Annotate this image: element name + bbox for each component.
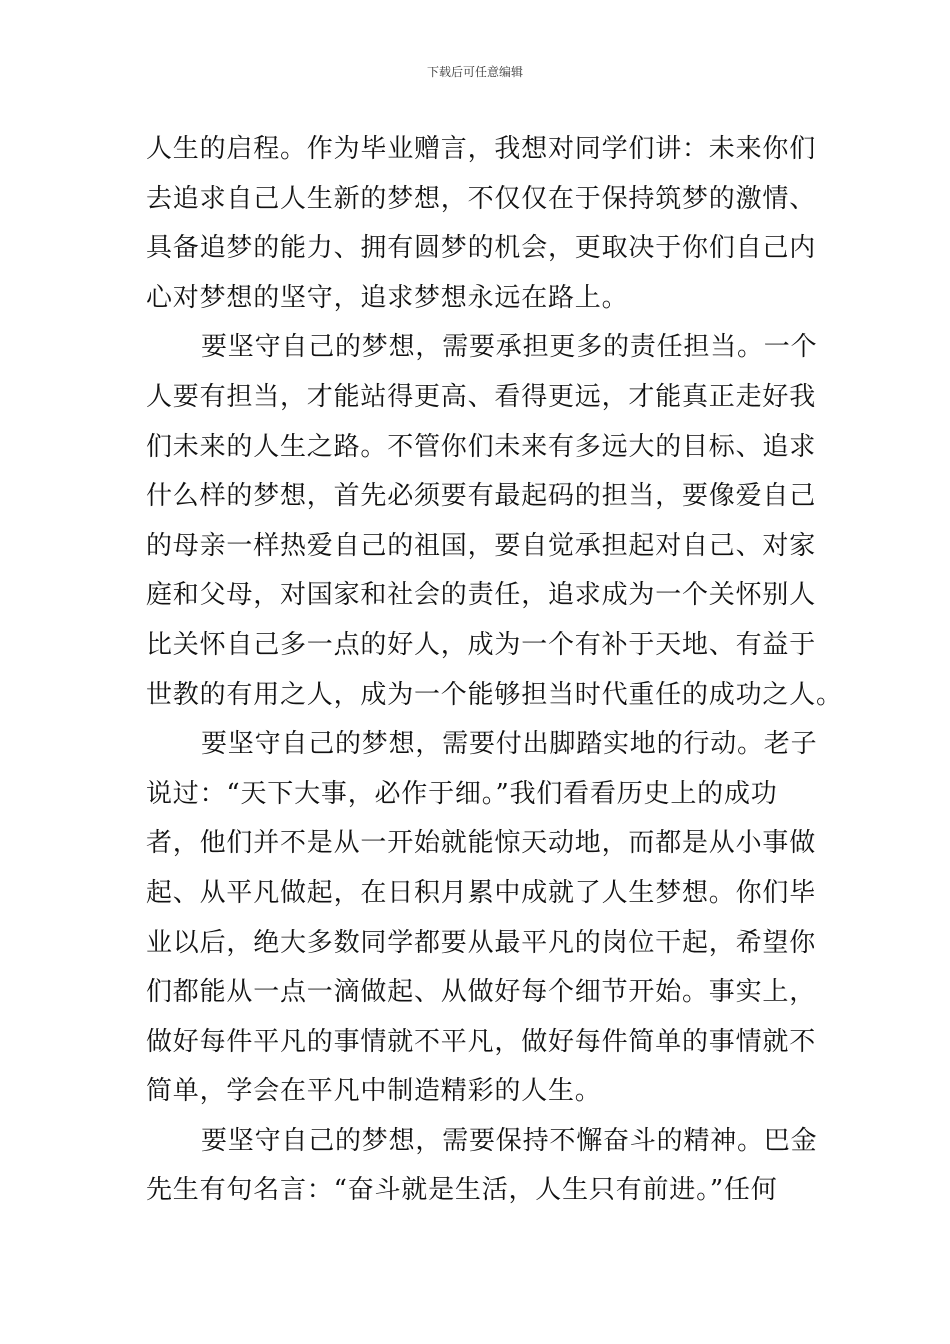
text-line: 人生的启程。作为毕业赠言，我想对同学们讲：未来你们 <box>146 134 817 164</box>
text-line: 去追求自己人生新的梦想，不仅仅在于保持筑梦的激情、 <box>146 183 817 214</box>
text-line: 要坚守自己的梦想，需要付出脚踏实地的行动。老子 <box>201 729 818 760</box>
text-line: 做好每件平凡的事情就不平凡，做好每件简单的事情就不 <box>146 1026 817 1057</box>
text-line: 简单，学会在平凡中制造精彩的人生。 <box>146 1076 602 1107</box>
text-line: 起、从平凡做起，在日积月累中成就了人生梦想。你们毕 <box>146 877 817 908</box>
text-line: 者，他们并不是从一开始就能惊天动地，而都是从小事做 <box>146 828 817 859</box>
text-line: 先生有句名言：“奋斗就是生活，人生只有前进。”任何 <box>146 1175 778 1206</box>
paragraph-3 <box>146 720 818 1117</box>
paragraph-1 <box>146 125 817 323</box>
text-line: 世教的有用之人，成为一个能够担当时代重任的成功之人。 <box>146 679 843 710</box>
paragraph-4 <box>146 1117 818 1216</box>
text-line: 业以后，绝大多数同学都要从最平凡的岗位干起，希望你 <box>146 927 817 958</box>
text-line: 们未来的人生之路。不管你们未来有多远大的目标、追求 <box>146 431 817 462</box>
text-line: 庭和父母，对国家和社会的责任，追求成为一个关怀别人 <box>146 580 817 611</box>
text-line: 们都能从一点一滴做起、从做好每个细节开始。事实上， <box>146 977 817 1008</box>
text-line: 比关怀自己多一点的好人，成为一个有补于天地、有益于 <box>146 629 817 660</box>
text-line: 人要有担当，才能站得更高、看得更远，才能真正走好我 <box>146 381 817 412</box>
text-line: 什么样的梦想，首先必须要有最起码的担当，要像爱自己 <box>146 481 817 512</box>
paragraph-2 <box>146 323 843 720</box>
text-line: 要坚守自己的梦想，需要保持不懈奋斗的精神。巴金 <box>201 1125 818 1156</box>
text-line: 要坚守自己的梦想，需要承担更多的责任担当。一个 <box>201 332 818 363</box>
document-body <box>146 125 843 1216</box>
text-line: 说过：“天下大事，必作于细。”我们看看历史上的成功 <box>146 778 778 809</box>
page-header: 下载后可任意编辑 <box>426 65 523 79</box>
text-line: 心对梦想的坚守，追求梦想永远在路上。 <box>146 282 629 313</box>
text-line: 的母亲一样热爱自己的祖国，要自觉承担起对自己、对家 <box>146 530 817 561</box>
text-line: 具备追梦的能力、拥有圆梦的机会，更取决于你们自己内 <box>146 233 817 264</box>
